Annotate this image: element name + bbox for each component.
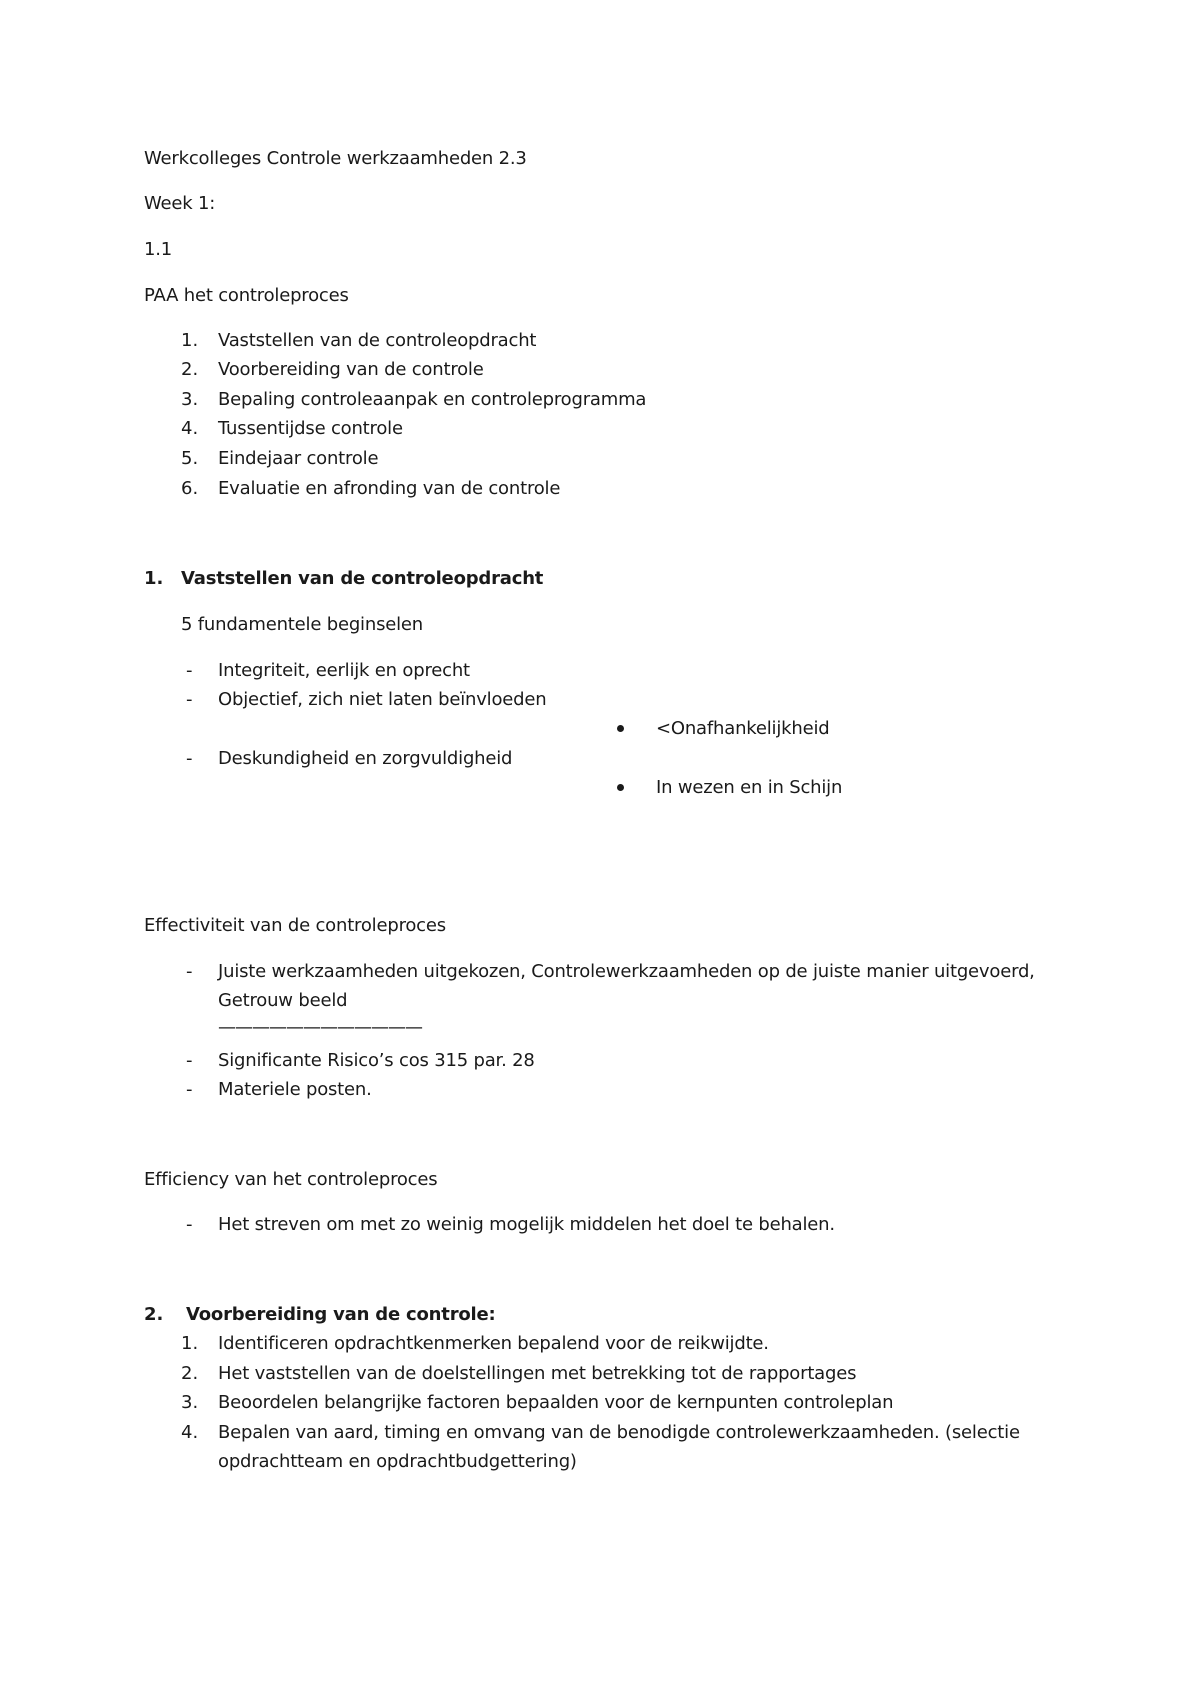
dash-marker: - [186,748,193,769]
list-item: Identificeren opdrachtkenmerken bepalend voor de reikwijdte. [218,1333,769,1354]
separator-line: ———————————— [218,1017,422,1038]
section-heading-number: 2. [144,1304,164,1325]
list-item: Objectief, zich niet laten beïnvloeden [218,689,547,710]
document-title: Werkcolleges Controle werkzaamheden 2.3 [144,148,527,169]
list-item: Bepalen van aard, timing en omvang van de benodigde controlewerkzaamheden. (selectie [218,1422,1020,1443]
list-item-number: 4. [181,418,199,439]
list-item-number: 1. [181,330,199,351]
list-item: In wezen en in Schijn [656,777,843,798]
list-item: Integriteit, eerlijk en oprecht [218,660,470,681]
bullet-icon [617,784,624,791]
list-item: Het streven om met zo weinig mogelijk middelen het doel te behalen. [218,1214,835,1235]
week-label: Week 1: [144,193,216,214]
effectiviteit-heading: Effectiviteit van de controleproces [144,915,446,936]
list-item: Voorbereiding van de controle [218,359,484,380]
list-item: <Onafhankelijkheid [656,718,830,739]
section-number: 1.1 [144,239,173,260]
section-heading-number: 1. [144,568,164,589]
list-item-continuation: Getrouw beeld [218,990,348,1011]
list-item: Materiele posten. [218,1079,372,1100]
section-intro: 5 fundamentele beginselen [181,614,423,635]
list-item-number: 2. [181,1363,199,1384]
efficiency-heading: Efficiency van het controleproces [144,1169,438,1190]
list-item-number: 3. [181,389,199,410]
list-item-number: 2. [181,359,199,380]
list-item: Vaststellen van de controleopdracht [218,330,537,351]
dash-marker: - [186,1079,193,1100]
list-item: Beoordelen belangrijke factoren bepaalden voor de kernpunten controleplan [218,1392,894,1413]
process-subtitle: PAA het controleproces [144,285,349,306]
list-item: Eindejaar controle [218,448,379,469]
list-item: Het vaststellen van de doelstellingen met betrekking tot de rapportages [218,1363,857,1384]
bullet-icon [617,725,624,732]
list-item: Evaluatie en afronding van de controle [218,478,561,499]
list-item-number: 5. [181,448,199,469]
section-heading: Voorbereiding van de controle: [186,1304,496,1325]
list-item-number: 1. [181,1333,199,1354]
dash-marker: - [186,660,193,681]
dash-marker: - [186,1214,193,1235]
list-item-continuation: opdrachtteam en opdrachtbudgettering) [218,1451,577,1472]
section-heading: Vaststellen van de controleopdracht [181,568,544,589]
list-item-number: 3. [181,1392,199,1413]
list-item: Tussentijdse controle [218,418,403,439]
dash-marker: - [186,961,193,982]
dash-marker: - [186,689,193,710]
list-item: Deskundigheid en zorgvuldigheid [218,748,513,769]
list-item: Bepaling controleaanpak en controleprogramma [218,389,647,410]
list-item: Significante Risico’s cos 315 par. 28 [218,1050,535,1071]
list-item-number: 4. [181,1422,199,1443]
dash-marker: - [186,1050,193,1071]
list-item: Juiste werkzaamheden uitgekozen, Controlewerkzaamheden op de juiste manier uitgevoerd, [218,961,1035,982]
list-item-number: 6. [181,478,199,499]
